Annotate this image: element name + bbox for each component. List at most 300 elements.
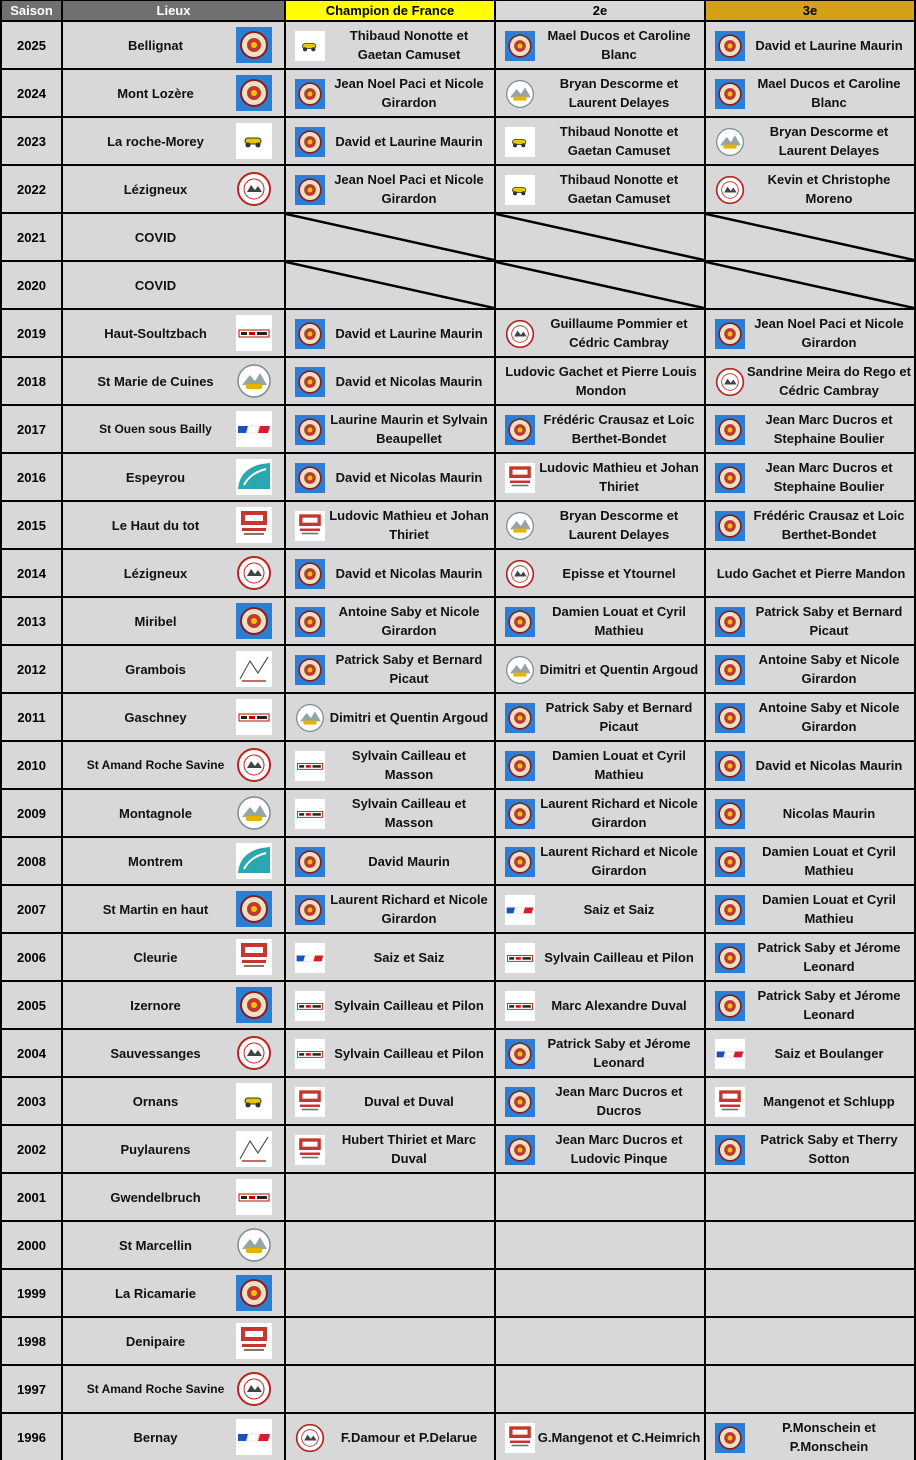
team-name: Hubert Thiriet et Marc Duval <box>341 1132 477 1166</box>
third-place-cell <box>706 1222 914 1268</box>
table-row <box>0 214 916 260</box>
team-name: Sylvain Cailleau et Pilon <box>334 997 484 1013</box>
cancelled-slash <box>286 262 494 308</box>
second-place-cell <box>496 1366 704 1412</box>
location-cell <box>63 982 284 1028</box>
location-cell <box>63 934 284 980</box>
blue-club-badge-logo <box>505 415 535 445</box>
tbcs-text-logo <box>295 751 325 781</box>
header-third: 3e <box>706 1 914 20</box>
team-name: Patrick Saby et Therry Sotton <box>760 1132 898 1166</box>
teal-wave-logo <box>236 843 272 879</box>
tbcs-text-logo <box>295 991 325 1021</box>
blue-club-badge-logo <box>295 463 325 493</box>
table-row <box>0 406 916 452</box>
third-place-cell <box>706 70 914 116</box>
location-name: Bellignat <box>128 37 183 53</box>
season-year: 2016 <box>2 454 61 500</box>
team-name: Sandrine Meira do Rego et Cédric Cambray <box>747 364 911 398</box>
season-year: 2017 <box>2 406 61 452</box>
team-name: Patrick Saby et Bernard Picaut <box>545 700 693 734</box>
blue-club-badge-logo <box>505 1135 535 1165</box>
team-name: Thibaud Nonotte et Gaetan Camuset <box>559 124 679 158</box>
champion-cell <box>286 646 494 692</box>
season-year: 2004 <box>2 1030 61 1076</box>
team-name: Dimitri et Quentin Argoud <box>329 709 489 725</box>
location-cell <box>63 1078 284 1124</box>
second-place-cell <box>496 262 704 308</box>
champion-cell <box>286 358 494 404</box>
blue-club-badge-logo <box>295 175 325 205</box>
season-year: 2012 <box>2 646 61 692</box>
season-year: 2007 <box>2 886 61 932</box>
second-place-cell <box>496 550 704 596</box>
cancelled-slash <box>706 214 914 260</box>
location-name: Miribel <box>134 613 177 629</box>
champion-cell <box>286 1174 494 1220</box>
location-name: La roche-Morey <box>107 133 204 149</box>
third-place-cell <box>706 646 914 692</box>
sketch-logo <box>236 1131 272 1167</box>
third-place-cell <box>706 1414 914 1460</box>
third-place-cell <box>706 1366 914 1412</box>
coloc-red-logo <box>295 1087 325 1117</box>
teal-wave-logo <box>236 459 272 495</box>
location-name: Lézigneux <box>123 181 188 197</box>
blue-club-badge-logo <box>295 847 325 877</box>
second-place-cell <box>496 1414 704 1460</box>
champion-cell <box>286 598 494 644</box>
second-place-cell <box>496 598 704 644</box>
location-name: Mont Lozère <box>117 85 194 101</box>
tbcs-text-logo <box>505 943 535 973</box>
location-cell <box>63 22 284 68</box>
location-name: COVID <box>134 277 177 293</box>
car-drawing-logo <box>236 1083 272 1119</box>
location-cell <box>63 694 284 740</box>
mountain-car-logo <box>236 1227 272 1263</box>
second-place-cell <box>496 982 704 1028</box>
third-place-cell <box>706 790 914 836</box>
location-cell <box>63 502 284 548</box>
champion-cell <box>286 1318 494 1364</box>
blue-club-badge-logo <box>715 463 745 493</box>
blue-club-badge-logo <box>295 895 325 925</box>
location-cell <box>63 1174 284 1220</box>
blue-club-badge-logo <box>505 799 535 829</box>
team-name: Mael Ducos et Caroline Blanc <box>547 28 691 62</box>
blue-club-badge-logo <box>715 895 745 925</box>
team-name: Laurent Richard et Nicole Girardon <box>540 796 698 830</box>
champion-cell <box>286 1030 494 1076</box>
blue-club-badge-logo <box>715 607 745 637</box>
coloc-red-logo <box>295 511 325 541</box>
third-place-cell <box>706 118 914 164</box>
season-year: 2014 <box>2 550 61 596</box>
third-place-cell <box>706 310 914 356</box>
team-name: Saiz et Boulanger <box>774 1045 884 1061</box>
location-name: Denipaire <box>125 1333 186 1349</box>
location-name: Lézigneux <box>123 565 188 581</box>
location-cell <box>63 406 284 452</box>
season-year: 2021 <box>2 214 61 260</box>
team-name: David et Nicolas Maurin <box>755 757 903 773</box>
red-round-seal-logo <box>236 747 272 783</box>
second-place-cell <box>496 1126 704 1172</box>
champion-cell <box>286 694 494 740</box>
champion-cell <box>286 1126 494 1172</box>
table-row <box>0 550 916 596</box>
location-cell <box>63 118 284 164</box>
season-year: 2018 <box>2 358 61 404</box>
season-year: 1999 <box>2 1270 61 1316</box>
third-place-cell <box>706 838 914 884</box>
team-name: Saiz et Saiz <box>373 949 445 965</box>
third-place-cell <box>706 1318 914 1364</box>
team-name: Antoine Saby et Nicole Girardon <box>758 652 900 686</box>
blue-club-badge-logo <box>505 1039 535 1069</box>
header-champion: Champion de France <box>286 1 494 20</box>
table-row <box>0 1318 916 1364</box>
second-place-cell <box>496 1174 704 1220</box>
team-name: Kevin et Christophe Moreno <box>767 172 891 206</box>
location-cell <box>63 886 284 932</box>
team-name: Jean Marc Ducros et Ducros <box>555 1084 683 1118</box>
tbcs-text-logo <box>295 1039 325 1069</box>
car-drawing-logo <box>236 123 272 159</box>
blue-club-badge-logo <box>295 415 325 445</box>
blue-club-badge-logo <box>505 1087 535 1117</box>
blue-club-badge-logo <box>715 1135 745 1165</box>
location-name: St Marie de Cuines <box>97 373 214 389</box>
location-name: Montrem <box>128 853 183 869</box>
blue-club-badge-logo <box>505 607 535 637</box>
team-name: Thibaud Nonotte et Gaetan Camuset <box>559 172 679 206</box>
blue-club-badge-logo <box>715 31 745 61</box>
champion-cell <box>286 118 494 164</box>
location-cell <box>63 742 284 788</box>
blue-club-badge-logo <box>295 367 325 397</box>
team-name: Patrick Saby et Bernard Picaut <box>335 652 483 686</box>
location-cell <box>63 358 284 404</box>
team-name: David et Nicolas Maurin <box>335 565 483 581</box>
mountain-car-logo <box>505 79 535 109</box>
second-place-cell <box>496 214 704 260</box>
third-place-cell <box>706 502 914 548</box>
champion-cell <box>286 214 494 260</box>
coloc-red-logo <box>236 507 272 543</box>
location-cell <box>63 1126 284 1172</box>
location-cell <box>63 1030 284 1076</box>
blue-club-badge-logo <box>295 79 325 109</box>
champion-cell <box>286 406 494 452</box>
team-name: Laurent Richard et Nicole Girardon <box>330 892 488 926</box>
champion-cell <box>286 982 494 1028</box>
table-row <box>0 838 916 884</box>
team-name: Jean Marc Ducros et Stephaine Boulier <box>765 412 893 446</box>
champion-cell <box>286 1270 494 1316</box>
table-row <box>0 1126 916 1172</box>
location-cell <box>63 790 284 836</box>
team-name: Antoine Saby et Nicole Girardon <box>758 700 900 734</box>
location-name: St Amand Roche Savine <box>86 1381 225 1396</box>
location-cell <box>63 454 284 500</box>
second-place-cell <box>496 70 704 116</box>
table-row <box>0 886 916 932</box>
blue-club-badge-logo <box>715 751 745 781</box>
blue-club-badge-logo <box>505 847 535 877</box>
third-place-cell <box>706 1174 914 1220</box>
location-name: Cleurie <box>133 949 178 965</box>
location-name: St Ouen sous Bailly <box>99 421 212 436</box>
team-name: Jean Noel Paci et Nicole Girardon <box>334 76 484 110</box>
third-place-cell <box>706 406 914 452</box>
blue-club-badge-logo <box>236 1275 272 1311</box>
third-place-cell <box>706 742 914 788</box>
red-round-seal-logo <box>236 171 272 207</box>
team-name: Nicolas Maurin <box>782 805 876 821</box>
table-row <box>0 598 916 644</box>
red-round-seal-logo <box>295 1423 325 1453</box>
team-name: David et Laurine Maurin <box>335 133 483 149</box>
champion-cell <box>286 310 494 356</box>
team-name: Ludovic Gachet et Pierre Louis Mondon <box>505 364 697 398</box>
table-row <box>0 1030 916 1076</box>
location-cell <box>63 646 284 692</box>
location-name: Le Haut du tot <box>111 517 200 533</box>
third-place-cell <box>706 214 914 260</box>
red-round-seal-logo <box>236 1371 272 1407</box>
team-name: David et Nicolas Maurin <box>335 469 483 485</box>
second-place-cell <box>496 1222 704 1268</box>
blue-club-badge-logo <box>715 799 745 829</box>
second-place-cell <box>496 310 704 356</box>
season-year: 2023 <box>2 118 61 164</box>
team-name: Bryan Descorme et Laurent Delayes <box>559 508 679 542</box>
team-name: Marc Alexandre Duval <box>551 997 687 1013</box>
location-name: Ornans <box>132 1093 179 1109</box>
second-place-cell <box>496 358 704 404</box>
second-place-cell <box>496 694 704 740</box>
second-place-cell <box>496 454 704 500</box>
red-round-seal-logo <box>236 1035 272 1071</box>
season-year: 1998 <box>2 1318 61 1364</box>
tricolor-flag-logo <box>715 1039 745 1069</box>
table-row <box>0 694 916 740</box>
location-cell <box>63 1366 284 1412</box>
team-name: Mael Ducos et Caroline Blanc <box>757 76 901 110</box>
season-year: 2015 <box>2 502 61 548</box>
team-name: Sylvain Cailleau et Masson <box>351 796 467 830</box>
third-place-cell <box>706 598 914 644</box>
season-year: 2022 <box>2 166 61 212</box>
team-name: Damien Louat et Cyril Mathieu <box>762 892 896 926</box>
location-name: Espeyrou <box>125 469 186 485</box>
team-name: Mangenot et Schlupp <box>763 1093 895 1109</box>
table-row <box>0 742 916 788</box>
team-name: Sylvain Cailleau et Pilon <box>544 949 694 965</box>
third-place-cell <box>706 358 914 404</box>
cancelled-slash <box>496 262 704 308</box>
red-round-seal-logo <box>236 555 272 591</box>
coloc-red-logo <box>295 1135 325 1165</box>
coloc-red-logo <box>505 1423 535 1453</box>
table-row <box>0 22 916 68</box>
blue-club-badge-logo <box>236 75 272 111</box>
blue-club-badge-logo <box>715 1423 745 1453</box>
team-name: Frédéric Crausaz et Loic Berthet-Bondet <box>543 412 695 446</box>
blue-club-badge-logo <box>236 603 272 639</box>
team-name: David et Nicolas Maurin <box>335 373 483 389</box>
season-year: 2024 <box>2 70 61 116</box>
champion-cell <box>286 1414 494 1460</box>
team-name: Ludovic Mathieu et Johan Thiriet <box>539 460 699 494</box>
blue-club-badge-logo <box>505 751 535 781</box>
team-name: P.Monschein et P.Monschein <box>782 1420 876 1454</box>
car-drawing-logo <box>505 127 535 157</box>
season-year: 2020 <box>2 262 61 308</box>
blue-club-badge-logo <box>236 891 272 927</box>
location-cell <box>63 1222 284 1268</box>
second-place-cell <box>496 1318 704 1364</box>
table-row <box>0 1270 916 1316</box>
third-place-cell <box>706 1270 914 1316</box>
team-name: Laurent Richard et Nicole Girardon <box>540 844 698 878</box>
tbcs-text-logo <box>236 315 272 351</box>
champion-cell <box>286 70 494 116</box>
location-cell <box>63 598 284 644</box>
sketch-logo <box>236 651 272 687</box>
location-name: Gwendelbruch <box>110 1189 201 1205</box>
location-cell <box>63 310 284 356</box>
location-name: St Martin en haut <box>102 901 209 917</box>
champion-cell <box>286 790 494 836</box>
table-row <box>0 454 916 500</box>
cancelled-slash <box>286 214 494 260</box>
red-round-seal-logo <box>505 559 535 589</box>
location-name: Izernore <box>130 997 181 1013</box>
third-place-cell <box>706 262 914 308</box>
team-name: Jean Noel Paci et Nicole Girardon <box>754 316 904 350</box>
table-row <box>0 1222 916 1268</box>
season-year: 1996 <box>2 1414 61 1460</box>
tbcs-text-logo <box>505 991 535 1021</box>
season-year: 2000 <box>2 1222 61 1268</box>
season-year: 1997 <box>2 1366 61 1412</box>
location-name: La Ricamarie <box>115 1285 196 1301</box>
team-name: Sylvain Cailleau et Pilon <box>334 1045 484 1061</box>
second-place-cell <box>496 118 704 164</box>
table-row <box>0 310 916 356</box>
third-place-cell <box>706 166 914 212</box>
season-year: 2003 <box>2 1078 61 1124</box>
second-place-cell <box>496 886 704 932</box>
blue-club-badge-logo <box>715 511 745 541</box>
team-name: Duval et Duval <box>364 1093 454 1109</box>
location-name: St Amand Roche Savine <box>86 757 225 772</box>
team-name: Jean Marc Ducros et Stephaine Boulier <box>765 460 893 494</box>
third-place-cell <box>706 22 914 68</box>
champion-cell <box>286 838 494 884</box>
champion-cell <box>286 1222 494 1268</box>
third-place-cell <box>706 1030 914 1076</box>
team-name: Episse et Ytournel <box>562 565 676 581</box>
header-second: 2e <box>496 1 704 20</box>
second-place-cell <box>496 22 704 68</box>
team-name: F.Damour et P.Delarue <box>340 1429 478 1445</box>
third-place-cell <box>706 982 914 1028</box>
table-row <box>0 262 916 308</box>
team-name: Laurine Maurin et Sylvain Beaupellet <box>330 412 488 446</box>
location-name: Gaschney <box>124 709 187 725</box>
team-name: Patrick Saby et Jérome Leonard <box>757 940 901 974</box>
red-round-seal-logo <box>715 367 745 397</box>
location-name: Grambois <box>125 661 186 677</box>
team-name: Patrick Saby et Jérome Leonard <box>757 988 901 1022</box>
blue-club-badge-logo <box>715 79 745 109</box>
location-name: Montagnole <box>119 805 192 821</box>
second-place-cell <box>496 838 704 884</box>
blue-club-badge-logo <box>715 319 745 349</box>
team-name: Antoine Saby et Nicole Girardon <box>338 604 480 638</box>
blue-club-badge-logo <box>295 319 325 349</box>
champion-cell <box>286 22 494 68</box>
coloc-red-logo <box>715 1087 745 1117</box>
third-place-cell <box>706 934 914 980</box>
team-name: David Maurin <box>368 853 450 869</box>
third-place-cell <box>706 1126 914 1172</box>
champion-cell <box>286 742 494 788</box>
tbcs-text-logo <box>295 799 325 829</box>
second-place-cell <box>496 934 704 980</box>
team-name: Guillaume Pommier et Cédric Cambray <box>550 316 688 350</box>
team-name: Bryan Descorme et Laurent Delayes <box>559 76 679 110</box>
team-name: Ludo Gachet et Pierre Mandon <box>716 565 906 581</box>
red-round-seal-logo <box>715 175 745 205</box>
location-name: St Marcellin <box>119 1237 192 1253</box>
champion-cell <box>286 166 494 212</box>
blue-club-badge-logo <box>505 703 535 733</box>
champion-cell <box>286 454 494 500</box>
champion-cell <box>286 262 494 308</box>
team-name: Thibaud Nonotte et Gaetan Camuset <box>349 28 469 62</box>
champion-cell <box>286 1078 494 1124</box>
team-name: Ludovic Mathieu et Johan Thiriet <box>329 508 489 542</box>
table-row <box>0 1366 916 1412</box>
team-name: Sylvain Cailleau et Masson <box>351 748 467 782</box>
second-place-cell <box>496 742 704 788</box>
team-name: Damien Louat et Cyril Mathieu <box>762 844 896 878</box>
location-name: Sauvessanges <box>110 1045 201 1061</box>
third-place-cell <box>706 886 914 932</box>
mountain-car-logo <box>236 795 272 831</box>
second-place-cell <box>496 790 704 836</box>
second-place-cell <box>496 502 704 548</box>
team-name: Patrick Saby et Jérome Leonard <box>547 1036 691 1070</box>
table-row <box>0 1414 916 1460</box>
season-year: 2008 <box>2 838 61 884</box>
season-year: 2019 <box>2 310 61 356</box>
second-place-cell <box>496 406 704 452</box>
tricolor-flag-logo <box>505 895 535 925</box>
location-cell <box>63 70 284 116</box>
location-cell <box>63 838 284 884</box>
blue-club-badge-logo <box>715 943 745 973</box>
table-row <box>0 1174 916 1220</box>
tbcs-text-logo <box>236 1179 272 1215</box>
cancelled-slash <box>496 214 704 260</box>
team-name: David et Laurine Maurin <box>335 325 483 341</box>
